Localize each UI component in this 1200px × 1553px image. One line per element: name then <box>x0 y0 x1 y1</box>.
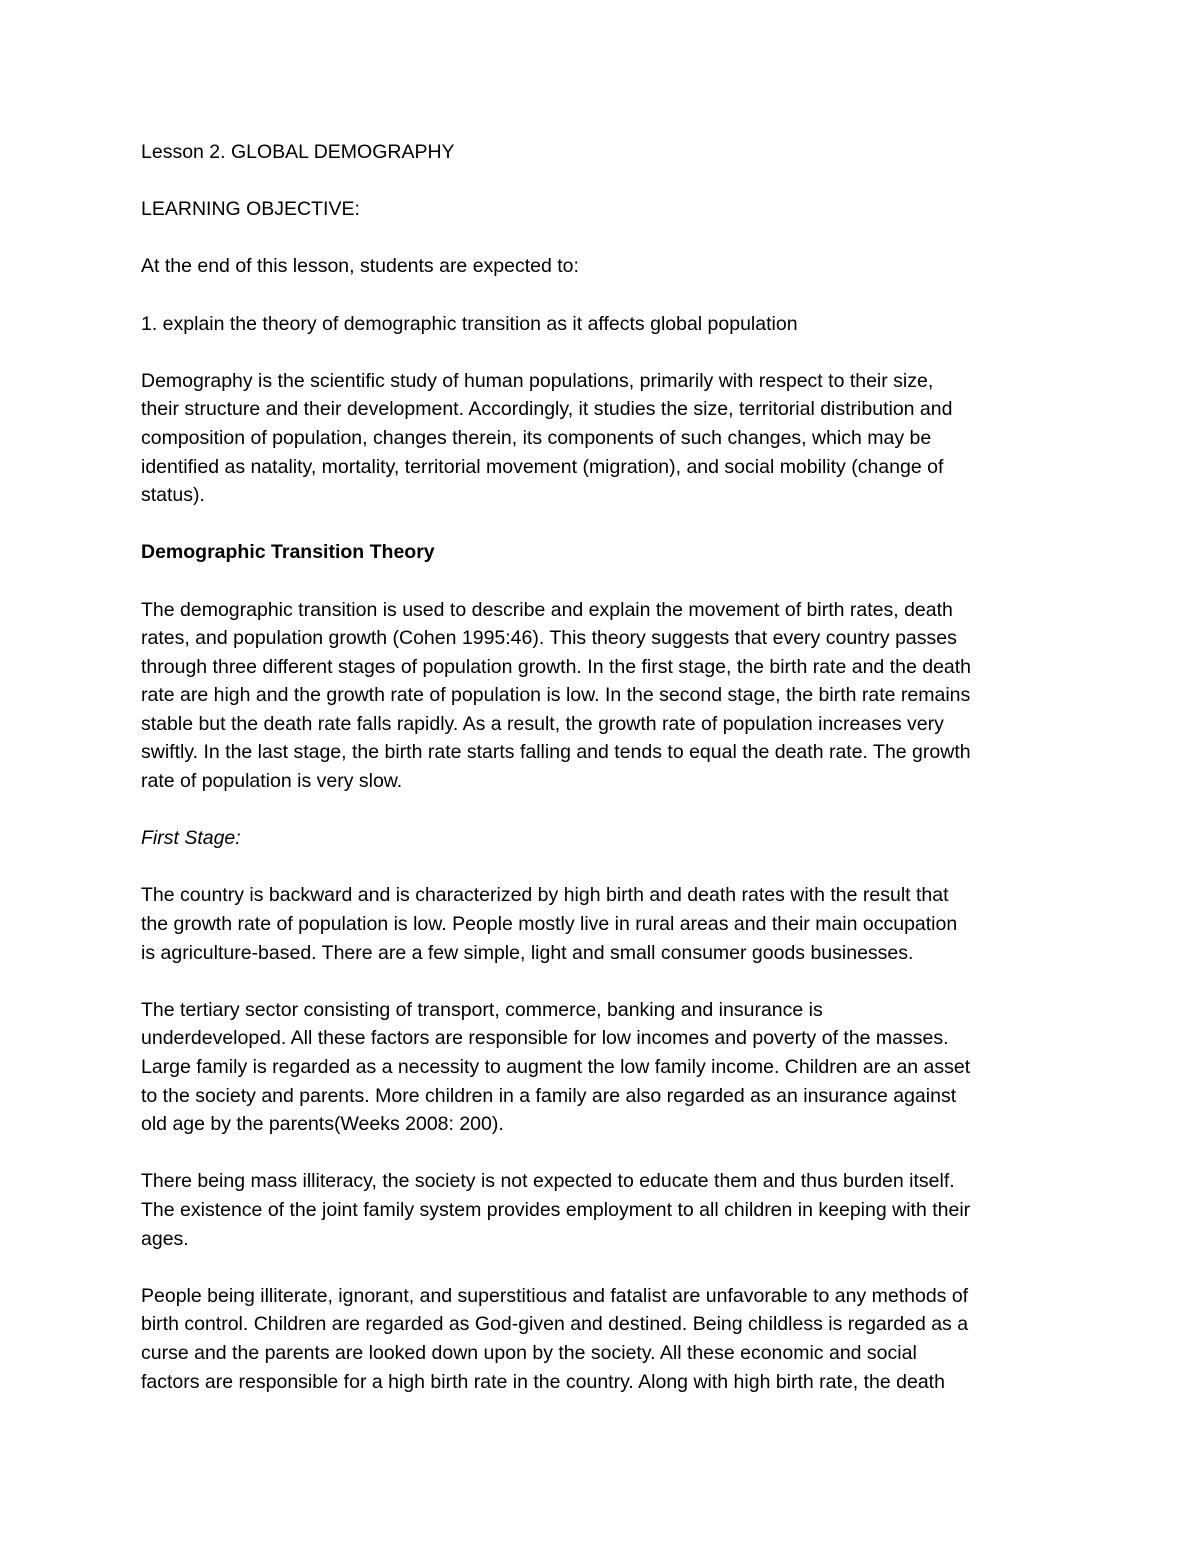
document-body <box>141 138 1071 1425</box>
first-stage-paragraph-1 <box>141 881 1071 967</box>
paragraph-line: People being illiterate, ignorant, and superstitious and fatalist are unfavorable to any methods of <box>141 1284 969 1307</box>
objective-heading: LEARNING OBJECTIVE: <box>141 198 360 221</box>
paragraph-line: birth control. Children are regarded as God-given and destined. Being childless is regarded as a <box>141 1313 969 1336</box>
paragraph-line: status). <box>141 484 205 507</box>
paragraph-line: their structure and their development. Accordingly, it studies the size, territorial distribution and <box>141 398 953 421</box>
paragraph-line: ages. <box>141 1227 189 1250</box>
first-stage-heading: First Stage: <box>141 827 241 850</box>
paragraph-line: The existence of the joint family system provides employment to all children in keeping with their <box>141 1198 971 1221</box>
lesson-title: Lesson 2. GLOBAL DEMOGRAPHY <box>141 141 455 163</box>
paragraph-line: identified as natality, mortality, territorial movement (migration), and social mobility (change of <box>141 455 944 478</box>
paragraph-line: There being mass illiteracy, the society is not expected to educate them and thus burden itself. <box>141 1170 955 1193</box>
first-stage-paragraph-2 <box>141 996 1071 1139</box>
section-heading: Demographic Transition Theory <box>141 541 435 564</box>
paragraph-line: rate are high and the growth rate of population is low. In the second stage, the birth rate remains <box>141 684 971 707</box>
paragraph-line: stable but the death rate falls rapidly. As a result, the growth rate of population increases very <box>141 712 944 735</box>
paragraph-line: composition of population, changes therein, its components of such changes, which may be <box>141 426 932 449</box>
paragraph-line: The country is backward and is characterized by high birth and death rates with the result that <box>141 884 949 907</box>
paragraph-line: swiftly. In the last stage, the birth rate starts falling and tends to equal the death rate. The growth <box>141 741 971 764</box>
paragraph-line: curse and the parents are looked down upon by the society. All these economic and social <box>141 1341 917 1364</box>
demography-paragraph <box>141 367 1071 510</box>
first-stage-paragraph-3 <box>141 1167 1071 1253</box>
paragraph-line: through three different stages of population growth. In the first stage, the birth rate and the death <box>141 655 972 678</box>
paragraph-line: rates, and population growth (Cohen 1995:46). This theory suggests that every country passes <box>141 627 957 650</box>
paragraph-line: is agriculture-based. There are a few simple, light and small consumer goods businesses. <box>141 941 914 964</box>
paragraph-line: underdeveloped. All these factors are responsible for low incomes and poverty of the masses. <box>141 1027 949 1050</box>
first-stage-paragraph-4 <box>141 1282 1071 1396</box>
paragraph-line: old age by the parents(Weeks 2008: 200). <box>141 1113 504 1136</box>
paragraph-line: The tertiary sector consisting of transport, commerce, banking and insurance is <box>141 998 823 1021</box>
transition-paragraph <box>141 596 1071 796</box>
paragraph-line: to the society and parents. More children in a family are also regarded as an insurance against <box>141 1084 957 1107</box>
paragraph-line: Demography is the scientific study of human populations, primarily with respect to their size, <box>141 369 934 392</box>
objective-item: 1. explain the theory of demographic transition as it affects global population <box>141 312 798 335</box>
paragraph-line: The demographic transition is used to describe and explain the movement of birth rates, death <box>141 598 953 621</box>
objective-intro: At the end of this lesson, students are expected to: <box>141 255 579 278</box>
paragraph-line: the growth rate of population is low. People mostly live in rural areas and their main occupation <box>141 913 958 936</box>
paragraph-line: factors are responsible for a high birth rate in the country. Along with high birth rate, the death <box>141 1370 945 1393</box>
paragraph-line: Large family is regarded as a necessity to augment the low family income. Children are an asset <box>141 1056 971 1078</box>
paragraph-line: rate of population is very slow. <box>141 770 403 793</box>
